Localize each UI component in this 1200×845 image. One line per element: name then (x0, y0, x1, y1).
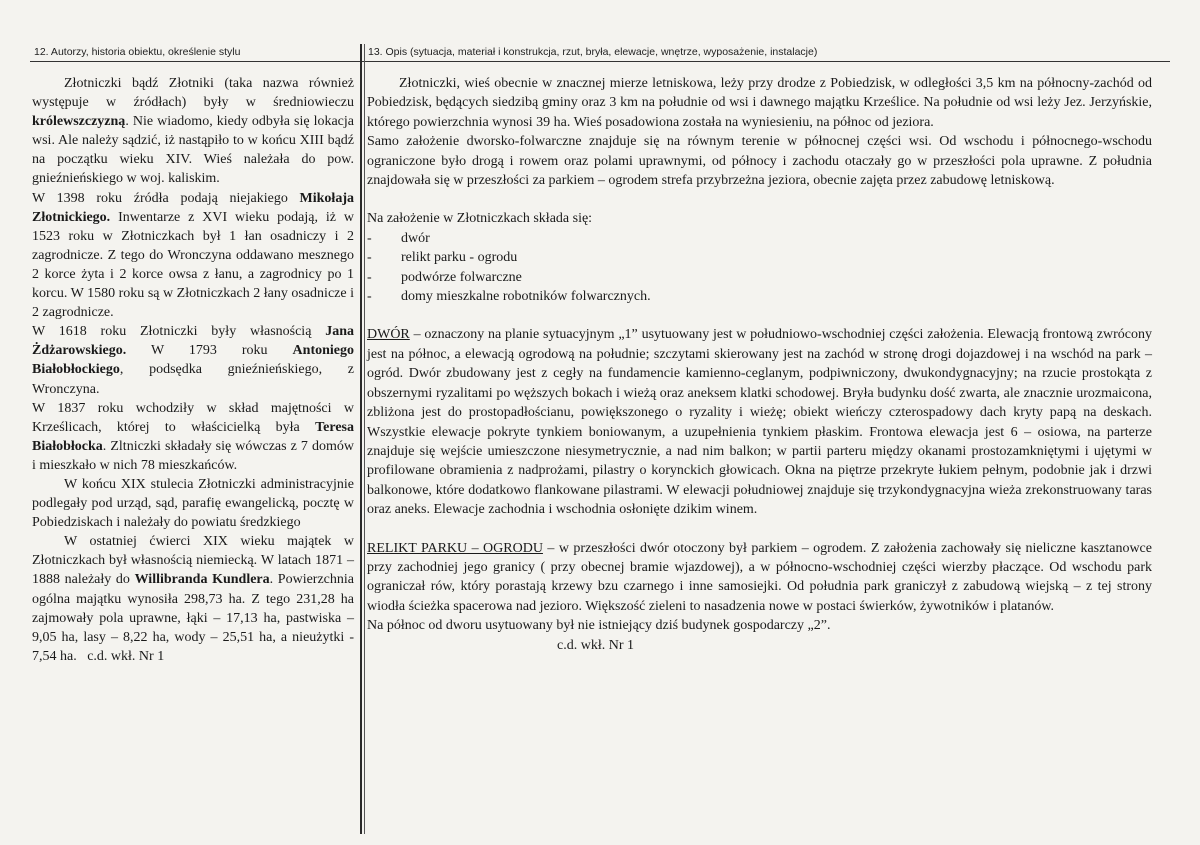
history-continuation-note: c.d. wkł. Nr 1 (87, 648, 165, 664)
history-paragraph-1: Złotniczki bądź Złotniki (taka nazwa również występuje w źródłach) były w średniowieczu królewszczyzną. Nie wiadomo, kiedy odbyła się lokacja wsi. Ale należy sądzić, iż nastąpiło to w końcu XIII bądź na początku wieku XIV. Wieś należała do pow. gnieźnieńskiego w woj. kaliskim. (32, 76, 354, 187)
column-divider (360, 44, 362, 834)
park-paragraph: RELIKT PARKU – OGRODU – w przeszłości dwór otoczony był parkiem – ogrodem. Z założenia zachowały się nieliczne kasztanowce przy zachodniej jego granicy ( przy obecnej bramie wjazdowej), a w północno-wschodniej części wierzby płaczące. Od wschodu park ograniczał rów, który porastają krzewy bzu czarnego i inne samosiejki. Od południa park graniczył z zabudową wiejską – z tej strony wiodła ścieżka spacerowa nad jezioro. Większość zieleni to nasadzenia nowe w postaci świerków, żywotników i platanów. (367, 540, 1152, 614)
history-paragraph-2: W 1398 roku źródła podają niejakiego Mikołaja Złotnickiego. Inwentarze z XVI wieku podają, iż w 1523 roku w Złotniczkach był 1 łan osadniczy i 2 zagrodnicze. Z tego do Wronczyna oddawano mesznego 2 korce żyta i 2 korce owsa z łanu, a zagrodnicy po 1 korcu. W 1580 roku są w Złotniczkach 2 łany osadnicze i 2 zagrodnicze. (32, 190, 354, 321)
history-column (32, 74, 354, 666)
description-last-paragraph: Na północ od dworu usytuowany był nie istniejący dziś budynek gospodarczy „2”. (367, 618, 831, 634)
dwor-paragraph: DWÓR – oznaczony na planie sytuacyjnym „1” usytuowany jest w południowo-wschodniej części założenia. Elewacją frontową zwrócony jest na północ, a elewacją ogrodową na południe; szczytami skierowany jest na zachód w stronę drogi dojazdowej i na wschód na park – ogród. Dwór zbudowany jest z cegły na fundamencie kamienno-ceglanym, podpiwniczony, dwukondygnacyjny; na rzucie prostokąta z obszernymi ryzalitami po węższych bokach i wieżą oraz aneksem klatki schodowej. Bryła budynku dość zwarta, ale znacznie urozmaicona, zbliżona jest do prostopadłościanu, powiększonego o ryzality i wieżę; obiekt wieńczy czterospadowy dach kryty papą na deskach. Wszystkie elewacje pokryte tynkiem boniowanym, a uzupełnienia tynkiem płaskim. Frontowa elewacja jest 6 – osiowa, na parterze znajduje się wejście umieszczone niesymetrycznie, a nad nim balkon; w partii parteru między okanami prostozamkniętymi i ujętymi w profilowane obramienia z nadprożami, pilastry o korynckich głowicach. Okna na piętrze przekryte łukiem pełnym, podobnie jak i drzwi balkonowe, które dodatkowo flankowane pilastrami. W elewacji południowej znajduje się trzykondygnacyjna wieża zrekonstruowany taras oraz aneks. Elewacje zachodnia i wschodnia osłonięte dzikim winem. (367, 327, 1152, 518)
description-paragraph-1: Złotniczki, wieś obecnie w znacznej mierze letniskowa, leży przy drodze z Pobiedzisk, w odległości 3,5 km na północny-zachód od Pobiedzisk, będących siedzibą gminy oraz 3 km na południe od wsi i dawnego majątku Krześlice. Na południe od wsi leży Jez. Jerzyńskie, którego powierzchnia wynosi 39 ha. Wieś posadowiona została na wyniesieniu, na północ od jeziora. (367, 76, 1152, 130)
description-continuation-note: c.d. wkł. Nr 1 (557, 637, 634, 653)
list-intro: Na założenie w Złotniczkach składa się: (367, 211, 593, 227)
history-paragraph-3: W 1618 roku Złotniczki były własnością Jana Żdżarowskiego. W 1793 roku Antoniego Białobłockiego, podsędka gnieźnieńskiego, z Wronczyna. (32, 324, 354, 397)
park-heading: RELIKT PARKU – OGRODU (367, 540, 543, 556)
description-column (367, 74, 1152, 655)
dwor-heading: DWÓR (367, 327, 410, 343)
list-item: - podwórze folwarczne (367, 269, 522, 285)
right-column-header: 13. Opis (sytuacja, materiał i konstrukcja, rzut, bryła, elewacje, wnętrze, wyposażenie, instalacje) (368, 46, 818, 58)
list-item: - domy mieszkalne robotników folwarcznych. (367, 289, 651, 305)
history-paragraph-4: W 1837 roku wchodziły w skład majętności w Krześlicach, której to właścicielką była Teresa Białobłocka. Zltniczki składały się wówczas z 7 domów i mieszkało w nich 78 mieszkańców. (32, 400, 354, 473)
description-paragraph-2: Samo założenie dworsko-folwarczne znajduje się na równym terenie w północnej części wsi. Od wschodu i północnego-wschodu ograniczone było drogą i rowem oraz polami uprawnymi, od północy i zachodu otaczały go w przeszłości pola uprawne. Z południa znajdowała się w przeszłości za parkiem – ogrodem strefa przybrzeżna jeziora, obecnie zajęta przez zabudowę letniskową. (367, 134, 1152, 189)
history-paragraph-5: W końcu XIX stulecia Złotniczki administracyjnie podlegały pod urząd, sąd, parafię ewangelicką, pocztę w Pobiedziskach i należały do powiatu średzkiego (32, 476, 354, 531)
left-column-header: 12. Autorzy, historia obiektu, określenie stylu (34, 46, 241, 58)
history-paragraph-6: W ostatniej ćwierci XIX wieku majątek w Złotniczkach był własnością niemiecką. W latach 1871 – 1888 należały do Willibranda Kundlera. Powierzchnia ogólna majątku wynosiła 298,73 ha. Z tego 231,28 ha zajmowały pola uprawne, łąki – 17,13 ha, pastwiska – 9,05 ha, lasy – 8,22 ha, wody – 25,51 ha, a nieużytki - 7,54 ha. c.d. wkł. Nr 1 (32, 534, 354, 664)
header-rule (30, 61, 1170, 62)
column-divider-inner (364, 44, 365, 834)
list-item: - dwór (367, 230, 430, 246)
list-item: - relikt parku - ogrodu (367, 250, 518, 266)
